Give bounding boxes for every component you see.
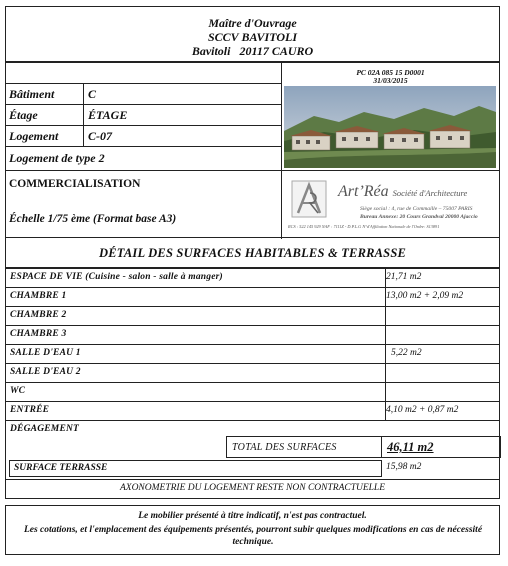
total-row: [5, 436, 500, 458]
terrasse-label-box: [9, 460, 382, 477]
etage-label: Étage: [9, 108, 38, 122]
notes-box: [5, 505, 500, 555]
table-row: [5, 306, 500, 325]
architect-rcs: RCS : 522 145 929 NAF : 7111Z - D.P.L.G N°d'Affiliation Nationale de l'Ordre: S13891: [288, 224, 440, 229]
row-value: 13,00 m2 + 2,09 m2: [386, 291, 464, 301]
etage-value: ÉTAGE: [88, 108, 128, 122]
axono-note: AXONOMETRIE DU LOGEMENT RESTE NON CONTRACTUELLE: [119, 483, 386, 493]
permit-date: 31/03/2015: [373, 76, 408, 85]
total-label: TOTAL DES SURFACES: [232, 442, 337, 453]
row-value: 21,71 m2: [386, 272, 422, 282]
row-label: CHAMBRE 2: [10, 310, 67, 320]
architect-name: Art’Réa: [338, 183, 389, 200]
permit-number: PC 02A 085 15 D0001: [356, 68, 425, 77]
table-row: [5, 363, 500, 382]
table-row: [5, 287, 500, 306]
right-column: [282, 63, 499, 239]
table-row: [5, 382, 500, 401]
batiment-value: C: [88, 87, 97, 101]
terrasse-row: [5, 458, 500, 480]
maitre-ouvrage: Maître d'Ouvrage: [208, 16, 297, 30]
axono-row: [5, 480, 500, 499]
logement-type: Logement de type 2: [9, 151, 105, 165]
cotations-note: Les cotations, et l'emplacement des équipements présentés, pourront subir quelques modifications en cas de nécessité technique.: [23, 525, 483, 547]
building-rendering-image: [284, 86, 496, 168]
row-value: 5,22 m2: [391, 348, 422, 358]
terrasse-value: 15,98 m2: [386, 462, 422, 472]
table-row: [5, 401, 500, 420]
address: Bavitoli 20117 CAURO: [191, 44, 314, 58]
logement-value: C-07: [88, 129, 112, 143]
architect-bureau: Bureau Annexe: 20 Cours Grandval 20000 Ajaccio: [360, 214, 478, 220]
batiment-label: Bâtiment: [9, 87, 55, 101]
logement-label: Logement: [9, 129, 59, 143]
table-row: [5, 325, 500, 344]
row-label: CHAMBRE 1: [10, 291, 67, 301]
row-value: 4,10 m2 + 0,87 m2: [386, 405, 459, 415]
architect-logo: [290, 179, 328, 219]
row-label: CHAMBRE 3: [10, 329, 67, 339]
row-label: ESPACE DE VIE (Cuisine - salon - salle à manger): [10, 272, 223, 282]
row-label: SALLE D'EAU 1: [10, 348, 81, 358]
surfaces-title: DÉTAIL DES SURFACES HABITABLES & TERRASSE: [98, 246, 407, 260]
architect-block: [282, 170, 499, 239]
surfaces-table: [0, 268, 508, 458]
left-column: [6, 63, 282, 239]
echelle: Échelle 1/75 ème (Format base A3): [9, 213, 177, 225]
architect-name-line: [338, 183, 467, 201]
row-label: SALLE D'EAU 2: [10, 367, 81, 377]
surfaces-title-box: [5, 238, 500, 268]
total-value: 46,11 m2: [387, 440, 434, 454]
sccv-name: SCCV BAVITOLI: [207, 30, 298, 44]
table-row: [5, 268, 500, 287]
row-label: ENTRÉE: [10, 405, 50, 415]
row-label: WC: [10, 386, 26, 396]
commercialisation: COMMERCIALISATION: [9, 178, 141, 190]
architect-siege: Siège social : 4, rue de Commaille – 75007 PARIS: [360, 206, 473, 212]
architect-tagline: Société d'Architecture: [392, 188, 468, 198]
building-rendering: [284, 86, 496, 168]
total-box: [226, 436, 501, 458]
row-label: DÉGAGEMENT: [10, 424, 80, 434]
table-row: [5, 344, 500, 363]
header-box: [5, 6, 500, 62]
info-box: [5, 62, 500, 238]
terrasse-label: SURFACE TERRASSE: [14, 463, 108, 473]
mobilier-note: Le mobilier présenté à titre indicatif, n'est pas contractuel.: [138, 511, 367, 521]
